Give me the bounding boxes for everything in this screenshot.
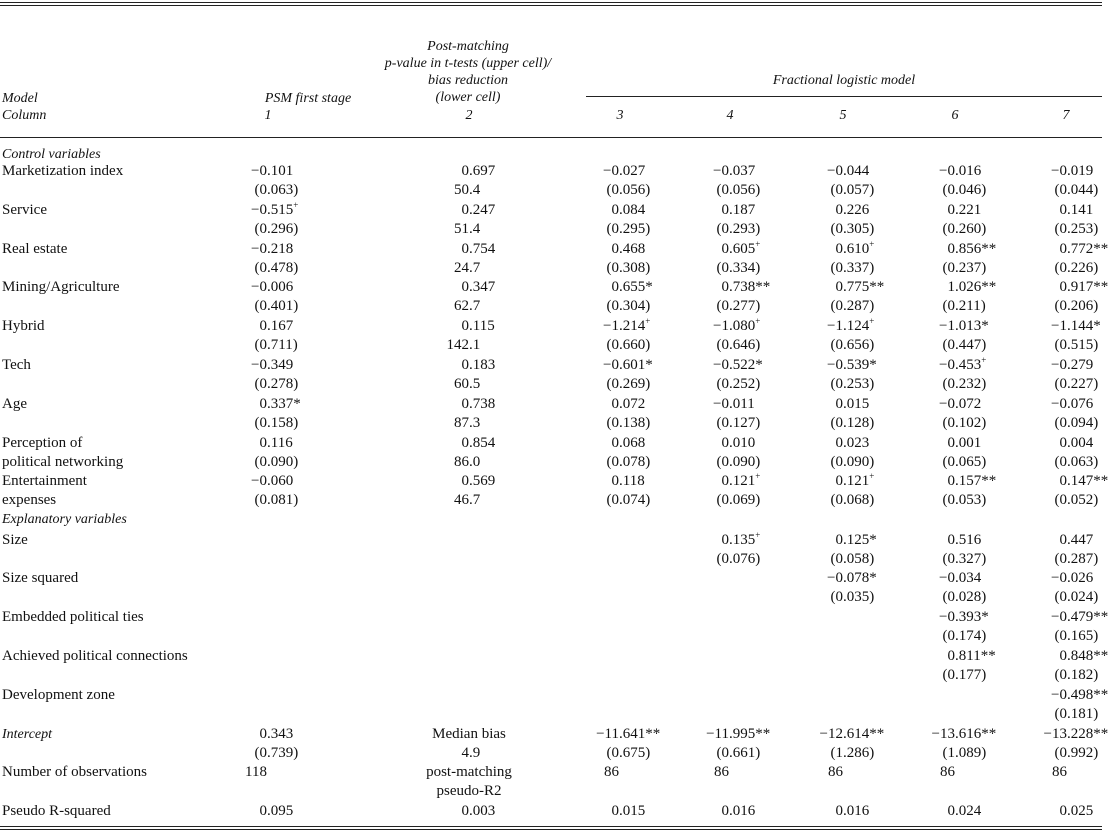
coefficient-cell: 0.068 (611, 434, 646, 451)
header-rule (0, 137, 1102, 138)
std-error-cell: 142.1 (446, 337, 481, 354)
coefficient-cell: −0.479** (1051, 609, 1108, 626)
coefficient-cell: 0.141 (1059, 201, 1094, 218)
coefficient-cell: 0.856** (947, 240, 997, 257)
row-label: Size squared (2, 570, 79, 587)
std-error-cell: (0.269) (606, 376, 651, 392)
coefficient-cell: 0.004 (1059, 434, 1094, 451)
coefficient-cell: 0.125* (835, 531, 877, 548)
header-post-matching-line-3: bias reduction (428, 73, 508, 88)
coefficient-cell: −0.349 (251, 357, 294, 373)
std-error-cell: (0.181) (1054, 705, 1099, 722)
std-error-cell: (0.447) (942, 337, 987, 354)
coefficient-cell: 0.337* (259, 395, 301, 412)
std-error-cell: (0.675) (606, 744, 651, 761)
header-post-matching-line-1: Post-matching (427, 39, 509, 54)
column-number-7: 7 (1062, 108, 1070, 123)
coefficient-cell: 86 (828, 764, 843, 781)
std-error-cell: (0.992) (1054, 744, 1099, 761)
bottom-rule-double (0, 829, 1102, 830)
std-error-cell: (0.165) (1054, 628, 1099, 645)
row-label: Pseudo R-squared (2, 803, 111, 820)
std-error-cell: (0.278) (254, 376, 299, 392)
coefficient-cell: −0.279 (1051, 357, 1094, 373)
row-label: Achieved political connections (2, 648, 188, 664)
coefficient-cell: −0.044 (827, 163, 870, 179)
coefficient-cell: 0.917** (1059, 279, 1108, 296)
coefficient-cell: 0.468 (611, 240, 646, 257)
coefficient-cell: 0.025 (1059, 803, 1094, 820)
std-error-cell: (0.068) (830, 492, 875, 509)
coefficient-cell: −0.393* (939, 609, 989, 626)
coefficient-cell: −11.641** (596, 725, 661, 742)
header-post-matching-line-4: (lower cell) (435, 90, 501, 105)
std-error-cell: (0.057) (830, 182, 875, 198)
std-error-cell: (0.295) (606, 220, 651, 237)
coefficient-cell: 0.569 (461, 473, 496, 490)
coefficient-cell: −13.616** (931, 725, 997, 742)
coefficient-cell: −12.614** (819, 725, 885, 742)
std-error-cell: (0.024) (1054, 589, 1099, 606)
coefficient-cell: 0.001 (947, 434, 982, 451)
std-error-cell: (0.090) (716, 453, 761, 470)
std-error-cell: (0.078) (606, 453, 651, 470)
coefficient-cell: 0.655* (611, 279, 653, 296)
coefficient-cell: −0.026 (1051, 570, 1094, 587)
coefficient-cell: 0.447 (1059, 531, 1094, 548)
coefficient-cell: −0.522* (713, 357, 763, 373)
coefficient-cell: −1.080+ (713, 316, 761, 335)
coefficient-cell: 0.010 (721, 434, 756, 451)
coefficient-cell: 0.015 (835, 395, 870, 412)
coefficient-cell: 0.121+ (835, 471, 875, 490)
std-error-cell: (0.287) (1054, 550, 1099, 567)
std-error-cell: (0.237) (942, 259, 987, 276)
column-number-6: 6 (951, 108, 959, 123)
top-rule-double (0, 5, 1102, 6)
std-error-cell: (0.128) (830, 414, 875, 431)
coefficient-cell: 0.118 (611, 473, 645, 490)
column-number-1: 1 (264, 108, 272, 123)
std-error-cell: 87.3 (454, 414, 481, 431)
row-label: Embedded political ties (2, 609, 144, 626)
std-error-cell: (0.046) (942, 182, 987, 198)
column-number-2: 2 (465, 108, 473, 123)
std-error-cell: (0.334) (716, 259, 761, 276)
coefficient-cell: 0.772** (1059, 240, 1108, 257)
coefficient-cell: −13.228** (1043, 725, 1108, 742)
std-error-cell: (0.305) (830, 220, 875, 237)
coefficient-cell: 0.115 (461, 318, 495, 335)
coefficient-cell: −0.101 (251, 163, 294, 179)
coefficient-cell: 0.003 (461, 803, 496, 820)
std-error-cell: (0.661) (716, 744, 761, 761)
column-number-4: 4 (726, 108, 734, 123)
coefficient-cell: −1.013* (939, 318, 989, 335)
row-label: Size (2, 531, 28, 548)
coefficient-cell: −1.214+ (603, 316, 651, 335)
coefficient-cell: −0.539* (827, 357, 877, 373)
coefficient-cell: 86 (714, 764, 729, 781)
row-label: Tech (2, 357, 31, 373)
coefficient-cell: 0.023 (835, 434, 870, 451)
std-error-cell: (0.056) (606, 182, 651, 198)
std-error-cell: (0.063) (1054, 453, 1099, 470)
std-error-cell: (0.056) (716, 182, 761, 198)
std-error-cell: (0.253) (1054, 220, 1099, 237)
coefficient-cell: −0.072 (939, 395, 982, 412)
std-error-cell: (0.127) (716, 414, 761, 431)
coefficient-cell: −0.006 (251, 279, 294, 296)
row-label: Marketization index (2, 163, 124, 179)
fractional-logistic-rule (586, 96, 1102, 97)
coefficient-cell: −0.076 (1051, 395, 1094, 412)
coefficient-cell: 0.754 (461, 240, 496, 257)
std-error-cell: (1.089) (942, 744, 987, 761)
std-error-cell: (0.711) (254, 337, 298, 354)
std-error-cell: (0.158) (254, 414, 299, 431)
std-error-cell: (0.253) (830, 376, 875, 392)
coefficient-cell: 0.095 (259, 803, 294, 820)
row-label: Age (2, 395, 27, 412)
coefficient-cell: −1.124+ (827, 316, 875, 335)
coefficient-cell: 86 (604, 764, 619, 781)
coefficient-cell: 0.811** (947, 648, 996, 664)
coefficient-cell: 0.183 (461, 357, 496, 373)
std-error-cell: (0.090) (830, 453, 875, 470)
std-error-cell: 51.4 (454, 220, 481, 237)
std-error-cell: (0.296) (254, 220, 299, 237)
coefficient-cell: −0.019 (1051, 163, 1094, 179)
coefficient-cell: 0.016 (835, 803, 870, 820)
row-label: Intercept (2, 726, 53, 742)
row-label: Perception of (2, 434, 83, 451)
coefficient-cell: −0.034 (939, 570, 982, 587)
coefficient-cell: −0.037 (713, 163, 756, 179)
row-label: Mining/Agriculture (2, 279, 120, 296)
header-psm-title: PSM first stage (264, 91, 352, 106)
coefficient-cell: 0.610+ (835, 238, 875, 257)
bottom-rule (0, 826, 1102, 827)
std-error-cell: (0.138) (606, 414, 651, 431)
std-error-cell: (0.646) (716, 337, 761, 354)
coefficient-cell: 0.015 (611, 803, 646, 820)
coefficient-cell: 0.167 (259, 318, 294, 335)
column-number-5: 5 (839, 108, 847, 123)
std-error-cell: (0.174) (942, 628, 987, 645)
std-error-cell: (0.401) (254, 298, 299, 315)
std-error-cell: (0.177) (942, 667, 987, 683)
coefficient-cell: 0.147** (1059, 473, 1108, 490)
coefficient-cell: −0.218 (251, 240, 294, 257)
coefficient-cell: −0.011 (713, 395, 755, 412)
std-error-cell: (0.081) (254, 492, 299, 509)
coefficient-cell: 0.135+ (721, 529, 761, 548)
std-error-cell: (0.252) (716, 376, 761, 392)
std-error-cell: (0.069) (716, 492, 761, 509)
header-post-matching-line-2: p-value in t-tests (upper cell)/ (384, 56, 552, 71)
std-error-cell: (0.074) (606, 492, 651, 509)
coefficient-cell: −1.144* (1051, 318, 1101, 335)
coefficient-cell: −0.453+ (939, 355, 987, 373)
coefficient-cell: 1.026** (947, 279, 997, 296)
std-error-cell: (0.304) (606, 298, 651, 315)
header-model: Model (2, 91, 38, 106)
row-label-line-2: political networking (2, 453, 124, 470)
coefficient-cell: 0.016 (721, 803, 756, 820)
coefficient-cell: 0.221 (947, 201, 982, 218)
section-explanatory-variables: Explanatory variables (2, 512, 127, 528)
coefficient-cell: 118 (245, 764, 267, 781)
coefficient-cell: 0.116 (259, 434, 293, 451)
coefficient-cell: 0.157** (947, 473, 997, 490)
std-error-cell: (0.094) (1054, 414, 1099, 431)
std-error-cell: (0.211) (942, 298, 986, 315)
std-error-cell: (0.656) (830, 337, 875, 354)
std-error-cell: (1.286) (830, 744, 875, 761)
coefficient-cell: −0.601* (603, 357, 653, 373)
coefficient-cell: 0.738** (721, 279, 771, 296)
column-number-3: 3 (616, 108, 624, 123)
coefficient-cell: 0.121+ (721, 471, 761, 490)
std-error-cell: (0.515) (1054, 337, 1099, 354)
coefficient-cell: 0.187 (721, 201, 756, 218)
coefficient-cell: 0.697 (461, 163, 496, 179)
coefficient-cell: −0.060 (251, 473, 294, 490)
std-error-cell: 24.7 (454, 259, 481, 276)
std-error-cell: (0.260) (942, 220, 987, 237)
coefficient-cell: post-matching (426, 764, 512, 781)
std-error-cell: (0.063) (254, 182, 299, 198)
row-label: Hybrid (2, 318, 45, 335)
header-fractional-logistic-title: Fractional logistic model (772, 73, 916, 88)
row-label: Number of observations (2, 764, 147, 781)
std-error-cell: (0.739) (254, 744, 299, 761)
header-column: Column (2, 108, 47, 123)
row-label: Entertainment (2, 473, 87, 490)
coefficient-cell: −0.016 (939, 163, 982, 179)
coefficient-cell: 0.024 (947, 803, 982, 820)
std-error-cell: (0.232) (942, 376, 987, 392)
coefficient-cell: 86 (1052, 764, 1067, 781)
coefficient-cell: 0.854 (461, 434, 496, 451)
std-error-cell: 60.5 (454, 376, 481, 392)
std-error-cell: 4.9 (461, 744, 481, 761)
std-error-cell: (0.277) (716, 298, 761, 315)
coefficient-cell: 0.605+ (721, 238, 761, 257)
coefficient-cell: −0.078* (827, 570, 877, 587)
std-error-cell: (0.327) (942, 550, 987, 567)
std-error-cell: (0.053) (942, 492, 987, 509)
std-error-cell: (0.293) (716, 220, 761, 237)
coefficient-cell: Median bias (432, 725, 506, 742)
std-error-cell: (0.076) (716, 550, 761, 567)
coefficient-cell: 0.343 (259, 725, 294, 742)
std-error-cell: 50.4 (454, 182, 481, 198)
coefficient-cell: 0.084 (611, 201, 646, 218)
std-error-cell: (0.065) (942, 453, 987, 470)
top-rule (0, 2, 1102, 3)
coefficient-cell: −0.498** (1051, 686, 1108, 703)
std-error-cell: pseudo-R2 (436, 783, 502, 800)
coefficient-cell: −11.995** (706, 725, 771, 742)
row-label-line-2: expenses (2, 492, 57, 509)
std-error-cell: (0.660) (606, 337, 651, 354)
std-error-cell: (0.337) (830, 259, 875, 276)
row-label: Real estate (2, 240, 68, 257)
std-error-cell: (0.226) (1054, 259, 1099, 276)
coefficient-cell: 0.226 (835, 201, 870, 218)
std-error-cell: (0.035) (830, 589, 875, 606)
std-error-cell: (0.287) (830, 298, 875, 315)
std-error-cell: (0.227) (1054, 376, 1099, 392)
std-error-cell: (0.206) (1054, 298, 1099, 315)
std-error-cell: 46.7 (454, 492, 481, 509)
std-error-cell: (0.478) (254, 259, 299, 276)
std-error-cell: (0.044) (1054, 182, 1099, 198)
std-error-cell: (0.102) (942, 414, 987, 431)
std-error-cell: 86.0 (454, 453, 481, 470)
std-error-cell: 62.7 (454, 298, 481, 315)
std-error-cell: (0.028) (942, 589, 987, 606)
std-error-cell: (0.058) (830, 550, 875, 567)
std-error-cell: (0.182) (1054, 667, 1099, 683)
coefficient-cell: −0.515+ (251, 199, 299, 218)
std-error-cell: (0.052) (1054, 492, 1099, 509)
section-control-variables: Control variables (2, 147, 101, 162)
coefficient-cell: 0.347 (461, 279, 496, 296)
coefficient-cell: 0.072 (611, 395, 646, 412)
coefficient-cell: 0.738 (461, 395, 496, 412)
coefficient-cell: 0.247 (461, 201, 496, 218)
row-label: Development zone (2, 686, 115, 703)
std-error-cell: (0.308) (606, 259, 651, 276)
coefficient-cell: 0.848** (1059, 648, 1108, 664)
coefficient-cell: −0.027 (603, 163, 646, 179)
coefficient-cell: 86 (940, 764, 955, 781)
coefficient-cell: 0.775** (835, 279, 885, 296)
coefficient-cell: 0.516 (947, 531, 982, 548)
std-error-cell: (0.090) (254, 453, 299, 470)
row-label: Service (2, 201, 47, 218)
